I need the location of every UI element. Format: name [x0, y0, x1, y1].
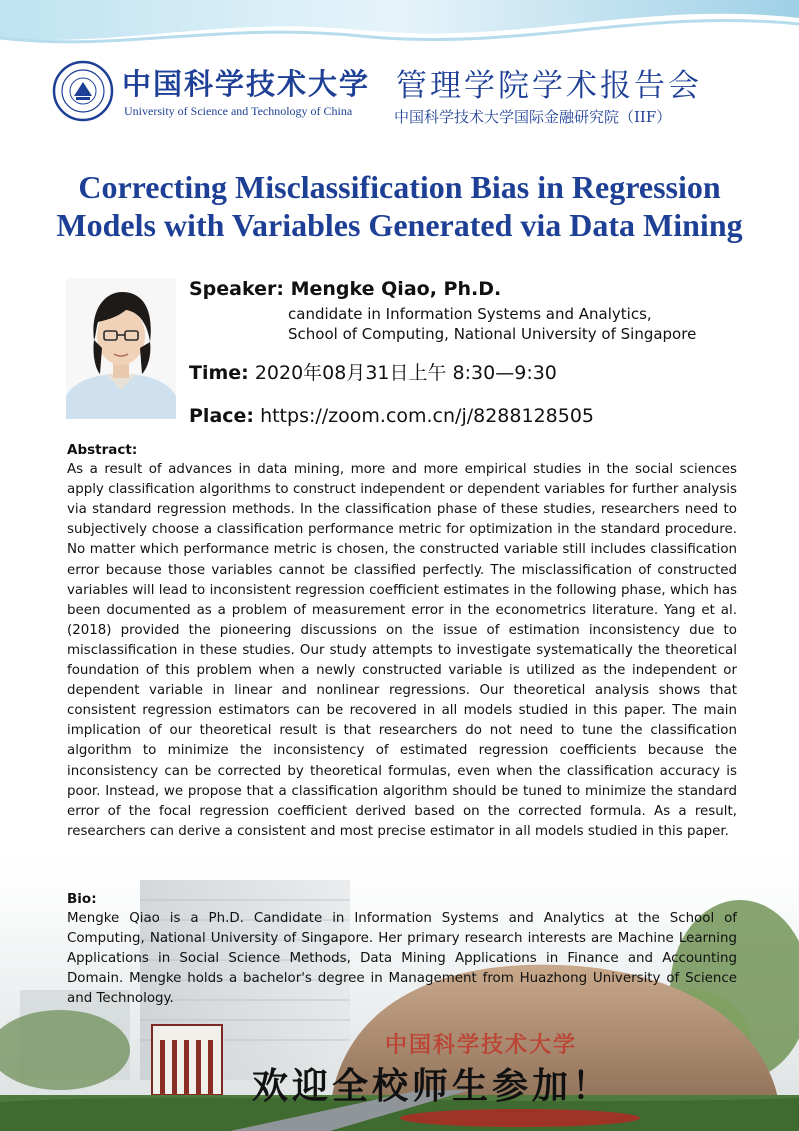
- talk-title-line-2: Models with Variables Generated via Data Mining: [56, 207, 743, 243]
- welcome-slogan: 欢迎全校师生参加！: [252, 1065, 613, 1107]
- header: [52, 58, 752, 128]
- abstract-heading: Abstract:: [67, 442, 138, 458]
- bio-text: Mengke Qiao is a Ph.D. Candidate in Information Systems and Analytics at the School of Computing, National University of Singapore. Her primary research interests are Machine Learning Applications in Social Science Methods, Data Mining Applications in Finance and Accounting Domain. Mengke holds a bachelor's degree in Management from Huazhong University of Science and Technology.: [67, 911, 737, 1007]
- university-seal-icon: [52, 60, 114, 122]
- speaker-name: Mengke Qiao, Ph.D.: [290, 278, 502, 300]
- place-label: Place:: [189, 405, 255, 427]
- speaker-affiliation-2: School of Computing, National University of Singapore: [288, 325, 697, 343]
- speaker-line: [189, 278, 769, 304]
- university-name-en: University of Science and Technology of China: [124, 104, 353, 118]
- place-line: [189, 405, 769, 427]
- speaker-photo: [66, 278, 176, 419]
- institute-name: 中国科学技术大学国际金融研究院（IIF）: [394, 108, 672, 126]
- time-line: [189, 358, 769, 385]
- bio-heading: Bio:: [67, 891, 97, 907]
- lecture-series-title: 管理学院学术报告会: [396, 68, 702, 104]
- time-value: 2020年08月31日上午 8:30—9:30: [254, 362, 557, 384]
- speaker-label: Speaker:: [189, 278, 284, 300]
- stone-inscription: 中国科学技术大学: [385, 1032, 578, 1058]
- talk-title-line-1: Correcting Misclassification Bias in Regression: [78, 169, 721, 205]
- abstract-section: [67, 440, 737, 842]
- place-link[interactable]: https://zoom.com.cn/j/8288128505: [260, 405, 595, 427]
- time-label: Time:: [189, 362, 249, 384]
- university-name-cn: 中国科学技术大学: [122, 67, 371, 101]
- talk-title: [30, 168, 769, 244]
- speaker-info: [189, 278, 769, 427]
- abstract-text: As a result of advances in data mining, more and more empirical studies in the social sciences apply classification algorithms to construct independent or dependent variables for further analysis via standard regression methods. In the classification phase of these studies, researchers need to subjectively choose a classification performance metric for optimization in the standard procedure. No matter which performance metric is chosen, the constructed variable still includes classification error because those variables cannot be classified perfectly. The misclassification of constructed variables will lead to inconsistent regression coefficient estimates in the following phase, which has been documented as a problem of measurement error in the econometrics literature. Yang et al. (2018) provided the pioneering discussions on the issue of estimation inconsistency due to misclassification in these studies. Our study attempts to investigate systematically the theoretical foundation of this problem when a newly constructed variable is utilized as the independent or dependent variable in linear and nonlinear regressions. Our theoretical analysis shows that consistent regression estimators can be recovered in all models studied in this paper. The main implication of our theoretical result is that researchers do not need to tune the classification algorithm to minimize the inconsistency of estimated regression coefficients because the inconsistency can be corrected by theoretical formulas, even when the classification accuracy is poor. Instead, we propose that a classification algorithm should be tuned to minimize the standard error of the focal regression coefficient derived based on the corrected formula. As a result, researchers can derive a consistent and most precise estimator in all models studied in this paper.: [67, 462, 737, 839]
- speaker-affiliation-1: candidate in Information Systems and Analytics,: [288, 305, 652, 323]
- bio-section: [67, 889, 737, 1010]
